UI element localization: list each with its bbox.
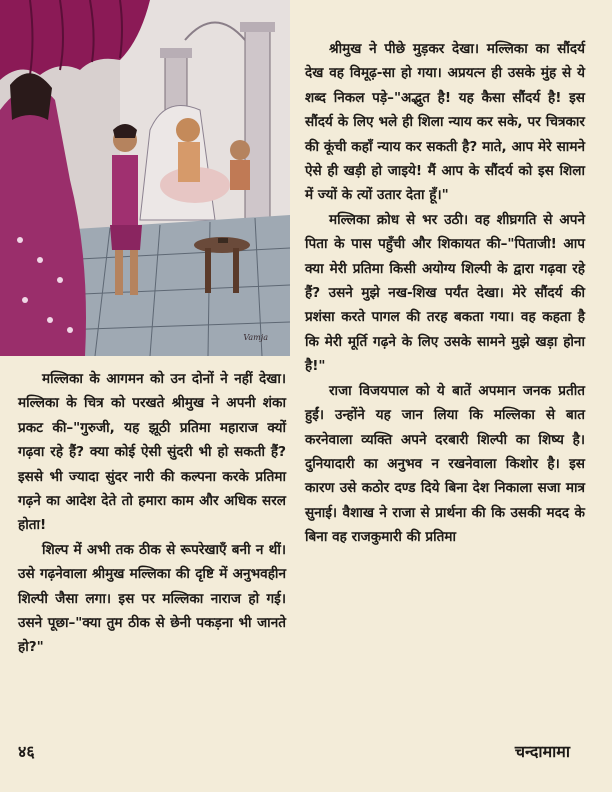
artist-signature: Vamja: [243, 333, 268, 342]
page-number: ४६: [18, 742, 35, 761]
paragraph: शिल्प में अभी तक ठीक से रूपरेखाएँ बनी न थीं। उसे गढ़नेवाला श्रीमुख मल्लिका की दृष्टि में अनुभवहीन शिल्पी जैसा लगा। इस पर मल्लिका नाराज हो गई। उसने पूछा–"क्या तुम ठीक से छेनी पकड़ना भी जानते हो?": [18, 541, 286, 656]
illustration-artwork: [0, 0, 290, 356]
right-text-column: [305, 37, 585, 550]
paragraph: मल्लिका क्रोध से भर उठी। वह शीघ्रगति से अपने पिता के पास पहुँची और शिकायत की–"पिताजी! आप क्या मेरी प्रतिमा किसी अयोग्य शिल्पी के द्वारा गढ़वा रहे हैं? उसने मुझे नख-शिख पर्यंत देखा। मेरे सौंदर्य की प्रशंसा करते पागल की तरह बकता गया। वह कहता है कि मेरी मूर्ति गढ़ने के लिए उसके सामने मुझे खड़ा होना है!": [305, 211, 585, 375]
paragraph: मल्लिका के आगमन को उन दोनों ने नहीं देखा। मल्लिका के चित्र को परखते श्रीमुख ने अपनी शंका प्रकट की–"गुरुजी, यह झूठी प्रतिमा महाराज क्यों गढ़वा रहे हैं? क्या कोई ऐसी सुंदरी भी हो सकती हैं? इससे भी ज्यादा सुंदर नारी की कल्पना करके प्रतिमा गढ़ने का आदेश देते तो हमारा काम और अधिक सरल होता!: [18, 371, 286, 534]
paragraph: श्रीमुख ने पीछे मुड़कर देखा। मल्लिका का सौंदर्य देख वह विमूढ़-सा हो गया। अप्रयत्न ही उसके मुंह से ये शब्द निकल पड़े–"अद्भुत है! यह कैसा सौंदर्य है! इस सौंदर्य के लिए भले ही शिला न्याय कर सके, पर चित्रकार की कूंची कहाँ न्याय कर सकती है? माते, आप मेरे सामने ऐसे ही खड़ी हो जाइये! मैं आप के सौंदर्य को इस शिला में ज्यों के त्यों उतार देता हूँ।": [305, 41, 585, 204]
left-text-column: [18, 367, 286, 660]
paragraph: राजा विजयपाल को ये बातें अपमान जनक प्रतीत हुईं। उन्होंने यह जान लिया कि मल्लिका से बात करनेवाला व्यक्ति अपने दरबारी शिल्पी का शिष्य है। दुनियादारी का अनुभव न रखनेवाला किशोर है। इस कारण उसे कठोर दण्ड दिये बिना देश निकाला सजा मात्र सुनाई। वैशाख ने राजा से प्रार्थना की कि उसकी मदद के बिना वह राजकुमारी की प्रतिमा: [305, 382, 585, 546]
magazine-name: चन्दामामा: [514, 742, 570, 761]
story-illustration: [0, 0, 290, 356]
